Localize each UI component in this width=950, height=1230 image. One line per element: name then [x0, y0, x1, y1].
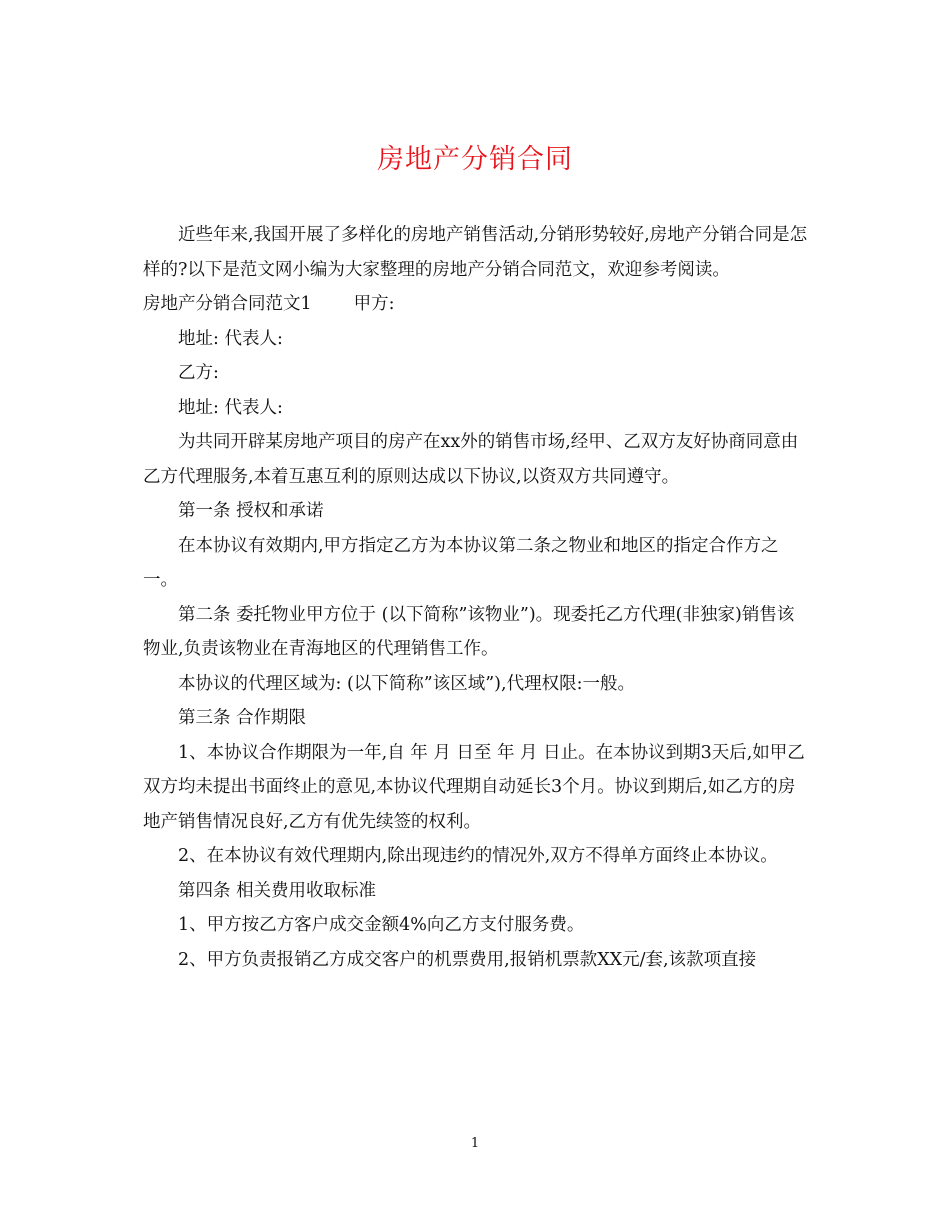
article-3-clause-2: 2、在本协议有效代理期内,除出现违约的情况外,双方不得单方面终止本协议。 — [178, 846, 778, 866]
intro-paragraph: 近些年来,我国开展了多样化的房地产销售活动,分销形势较好,房地产分销合同是怎样的?以下是范文网小编为大家整理的房地产分销合同范文，欢迎参考阅读。 — [143, 225, 808, 280]
article-3-clause-1: 1、本协议合作期限为一年,自 年 月 日至 年 月 日止。在本协议到期3天后,如甲乙双方均未提出书面终止的意见,本协议代理期自动延长3个月。协议到期后,如乙方的房地产销售情况良好,乙方有优先续签的权利。 — [143, 742, 805, 832]
article-3-heading: 第三条 合作期限 — [178, 708, 307, 728]
contract-sample-title: 房地产分销合同范文1 — [143, 294, 312, 314]
article-1-heading: 第一条 授权和承诺 — [178, 501, 324, 521]
preamble-paragraph: 为共同开辟某房地产项目的房产在xx外的销售市场,经甲、乙双方友好协商同意由乙方代理服务,本着互惠互利的原则达成以下协议,以资双方共同遵守。 — [143, 432, 799, 487]
page-number: 1 — [470, 1136, 480, 1151]
article-2-paragraph: 第二条 委托物业甲方位于 (以下简称”该物业”)。现委托乙方代理(非独家)销售该物业,负责该物业在青海地区的代理销售工作。 — [143, 604, 795, 659]
party-a-label: 甲方: — [353, 294, 395, 314]
agency-region-paragraph: 本协议的代理区域为: (以下简称”该区域”),代理权限:一般。 — [178, 673, 635, 694]
document-body — [143, 218, 808, 977]
contract-heading-line — [143, 287, 808, 322]
party-b-address-line: 地址: 代表人: — [178, 397, 283, 418]
article-1-paragraph: 在本协议有效期内,甲方指定乙方为本协议第二条之物业和地区的指定合作方之一。 — [143, 535, 779, 590]
article-4-heading: 第四条 相关费用收取标准 — [178, 880, 377, 901]
article-4-clause-1: 1、甲方按乙方客户成交金额4%向乙方支付服务费。 — [178, 915, 585, 935]
document-title: 房地产分销合同 — [377, 144, 573, 175]
article-4-clause-2: 2、甲方负责报销乙方成交客户的机票费用,报销机票款XX元/套,该款项直接 — [178, 949, 757, 970]
party-b-label: 乙方: — [178, 363, 219, 383]
party-a-address-line: 地址: 代表人: — [178, 328, 283, 349]
